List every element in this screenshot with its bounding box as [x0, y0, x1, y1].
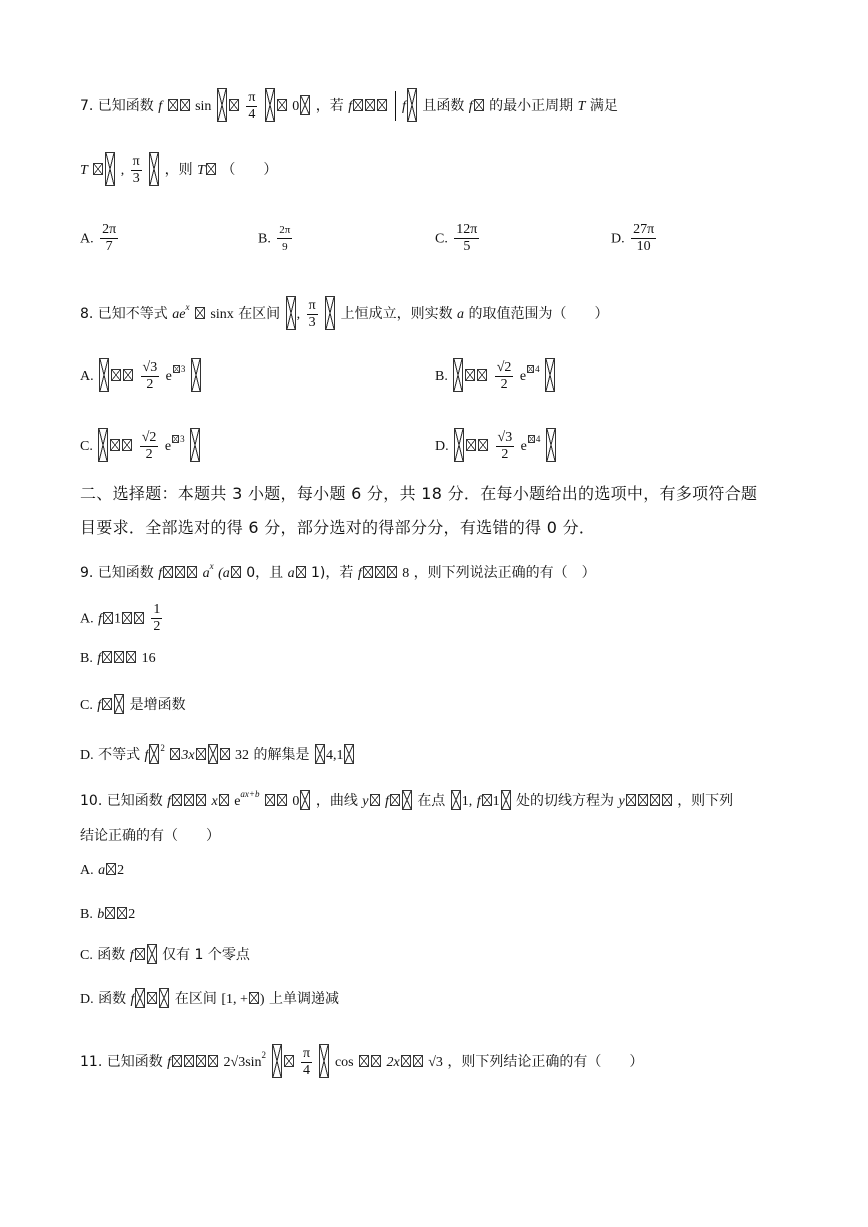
- q7-line1: 7. 已知函数 f sin $\frac{\pi}{4}$ 0 ，若 f f 且函数 f 的最小正周期 T 满足: [80, 89, 618, 122]
- q8-option-a[interactable]: A. $\frac{√3}{2}$ e $^3$: [80, 358, 202, 393]
- q7-line2: T , $\frac{\pi}{3}$ ，则 T （ ）: [80, 153, 278, 186]
- q10-stem: 10. 已知函数 f x $e^{ax+b}$ 0 ，曲线 y f 在点 1, f 1 处的切线方程为 y ，则下列: [80, 789, 734, 809]
- q10-line2: 结论正确的有（ ）: [80, 828, 220, 844]
- q8-option-b[interactable]: B. $\frac{√2}{2}$ e $^4$: [435, 358, 556, 393]
- q7-option-d[interactable]: D. $\frac{27\pi}{10}$: [611, 222, 655, 254]
- q7-option-b[interactable]: B. $\frac{2\pi}{9}$: [258, 224, 291, 253]
- section2-line2: 目要求．全部选对的得 6 分，部分选对的得部分分，有选错的得 0 分．: [80, 518, 596, 537]
- q9-option-d[interactable]: D. 不等式 f $^2$ 3x 32 的解集是 4,1: [80, 738, 355, 766]
- q10-option-a[interactable]: A. a 2: [80, 863, 125, 878]
- q8-option-d[interactable]: D. $\frac{√3}{2}$ e $^4$: [435, 428, 557, 463]
- q9-option-b[interactable]: B. f 16: [80, 651, 156, 666]
- q8-option-c[interactable]: C. $\frac{√2}{2}$ e $^3$: [80, 428, 201, 463]
- q10-option-c[interactable]: C. 函数 f 仅有 1 个零点: [80, 944, 250, 966]
- q11-stem: 11. 已知函数 f $2√3\sin^2$ $\frac{\pi}{4}$ cos 2x √3 ，则下列结论正确的有（ ）: [80, 1045, 644, 1078]
- q10-option-d[interactable]: D. 函数 f 在区间 [1, + ) 上单调递减: [80, 988, 339, 1010]
- q7-option-c[interactable]: C. $\frac{12\pi}{5}$: [435, 222, 478, 254]
- q7-pi-over-3: $\frac{\pi}{3}$: [132, 153, 140, 186]
- q7-pi-over-4: $\frac{\pi}{4}$: [248, 89, 256, 122]
- q7-option-a[interactable]: A. $\frac{2\pi}{7}$: [80, 222, 117, 254]
- q10-option-b[interactable]: B. b 2: [80, 907, 136, 922]
- section2-line1: 二、选择题：本题共 3 小题，每小题 6 分，共 18 分．在每小题给出的选项中，有多项符合题: [80, 484, 758, 503]
- q9-stem: 9. 已知函数 f $a^x$ (a 0，且 a 1)，若 f 8 ，则下列说法正确的有（ ）: [80, 561, 596, 581]
- q9-option-a[interactable]: A. f 1 $\frac{1}{2}$: [80, 602, 161, 634]
- q8-stem: 8. 已知不等式 $ae^x$ sinx 在区间 , $\frac{\pi}{3}$ 上恒成立，则实数 a 的取值范围为（ ）: [80, 297, 609, 330]
- q9-option-c[interactable]: C. f 是增函数: [80, 694, 186, 716]
